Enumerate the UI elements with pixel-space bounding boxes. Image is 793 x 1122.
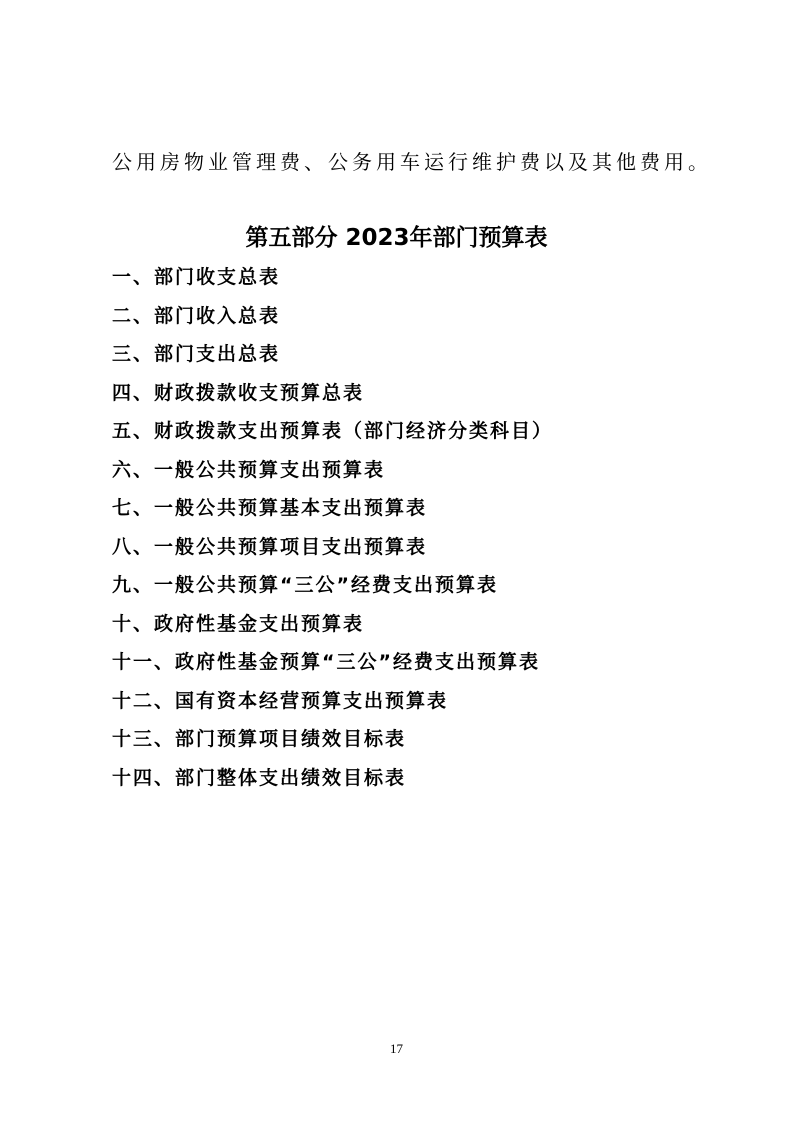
section-title: 第五部分 2023年部门预算表 (245, 225, 548, 251)
list-item: 七、一般公共预算基本支出预算表 (112, 497, 428, 519)
list-item: 十一、政府性基金预算“三公”经费支出预算表 (112, 651, 540, 673)
list-item: 二、部门收入总表 (112, 304, 281, 327)
list-item: 一、部门收支总表 (112, 266, 281, 288)
list-item: 九、一般公共预算“三公”经费支出预算表 (112, 574, 498, 596)
list-item: 十四、部门整体支出绩效目标表 (112, 766, 407, 789)
list-item: 十二、国有资本经营预算支出预算表 (112, 689, 449, 712)
list-item: 四、财政拨款收支预算总表 (112, 381, 365, 404)
list-item: 八、一般公共预算项目支出预算表 (112, 535, 428, 558)
list-item: 三、部门支出总表 (112, 343, 281, 365)
list-item: 十三、部门预算项目绩效目标表 (112, 728, 407, 750)
continuation-paragraph: 公用房物业管理费、公务用车运行维护费以及其他费用。 (112, 150, 712, 174)
list-item: 五、财政拨款支出预算表（部门经济分类科目） (112, 420, 554, 442)
page-number: 17 (390, 1041, 403, 1056)
list-item: 六、一般公共预算支出预算表 (112, 458, 386, 481)
list-item: 十、政府性基金支出预算表 (112, 612, 365, 635)
budget-table-list (112, 258, 553, 797)
